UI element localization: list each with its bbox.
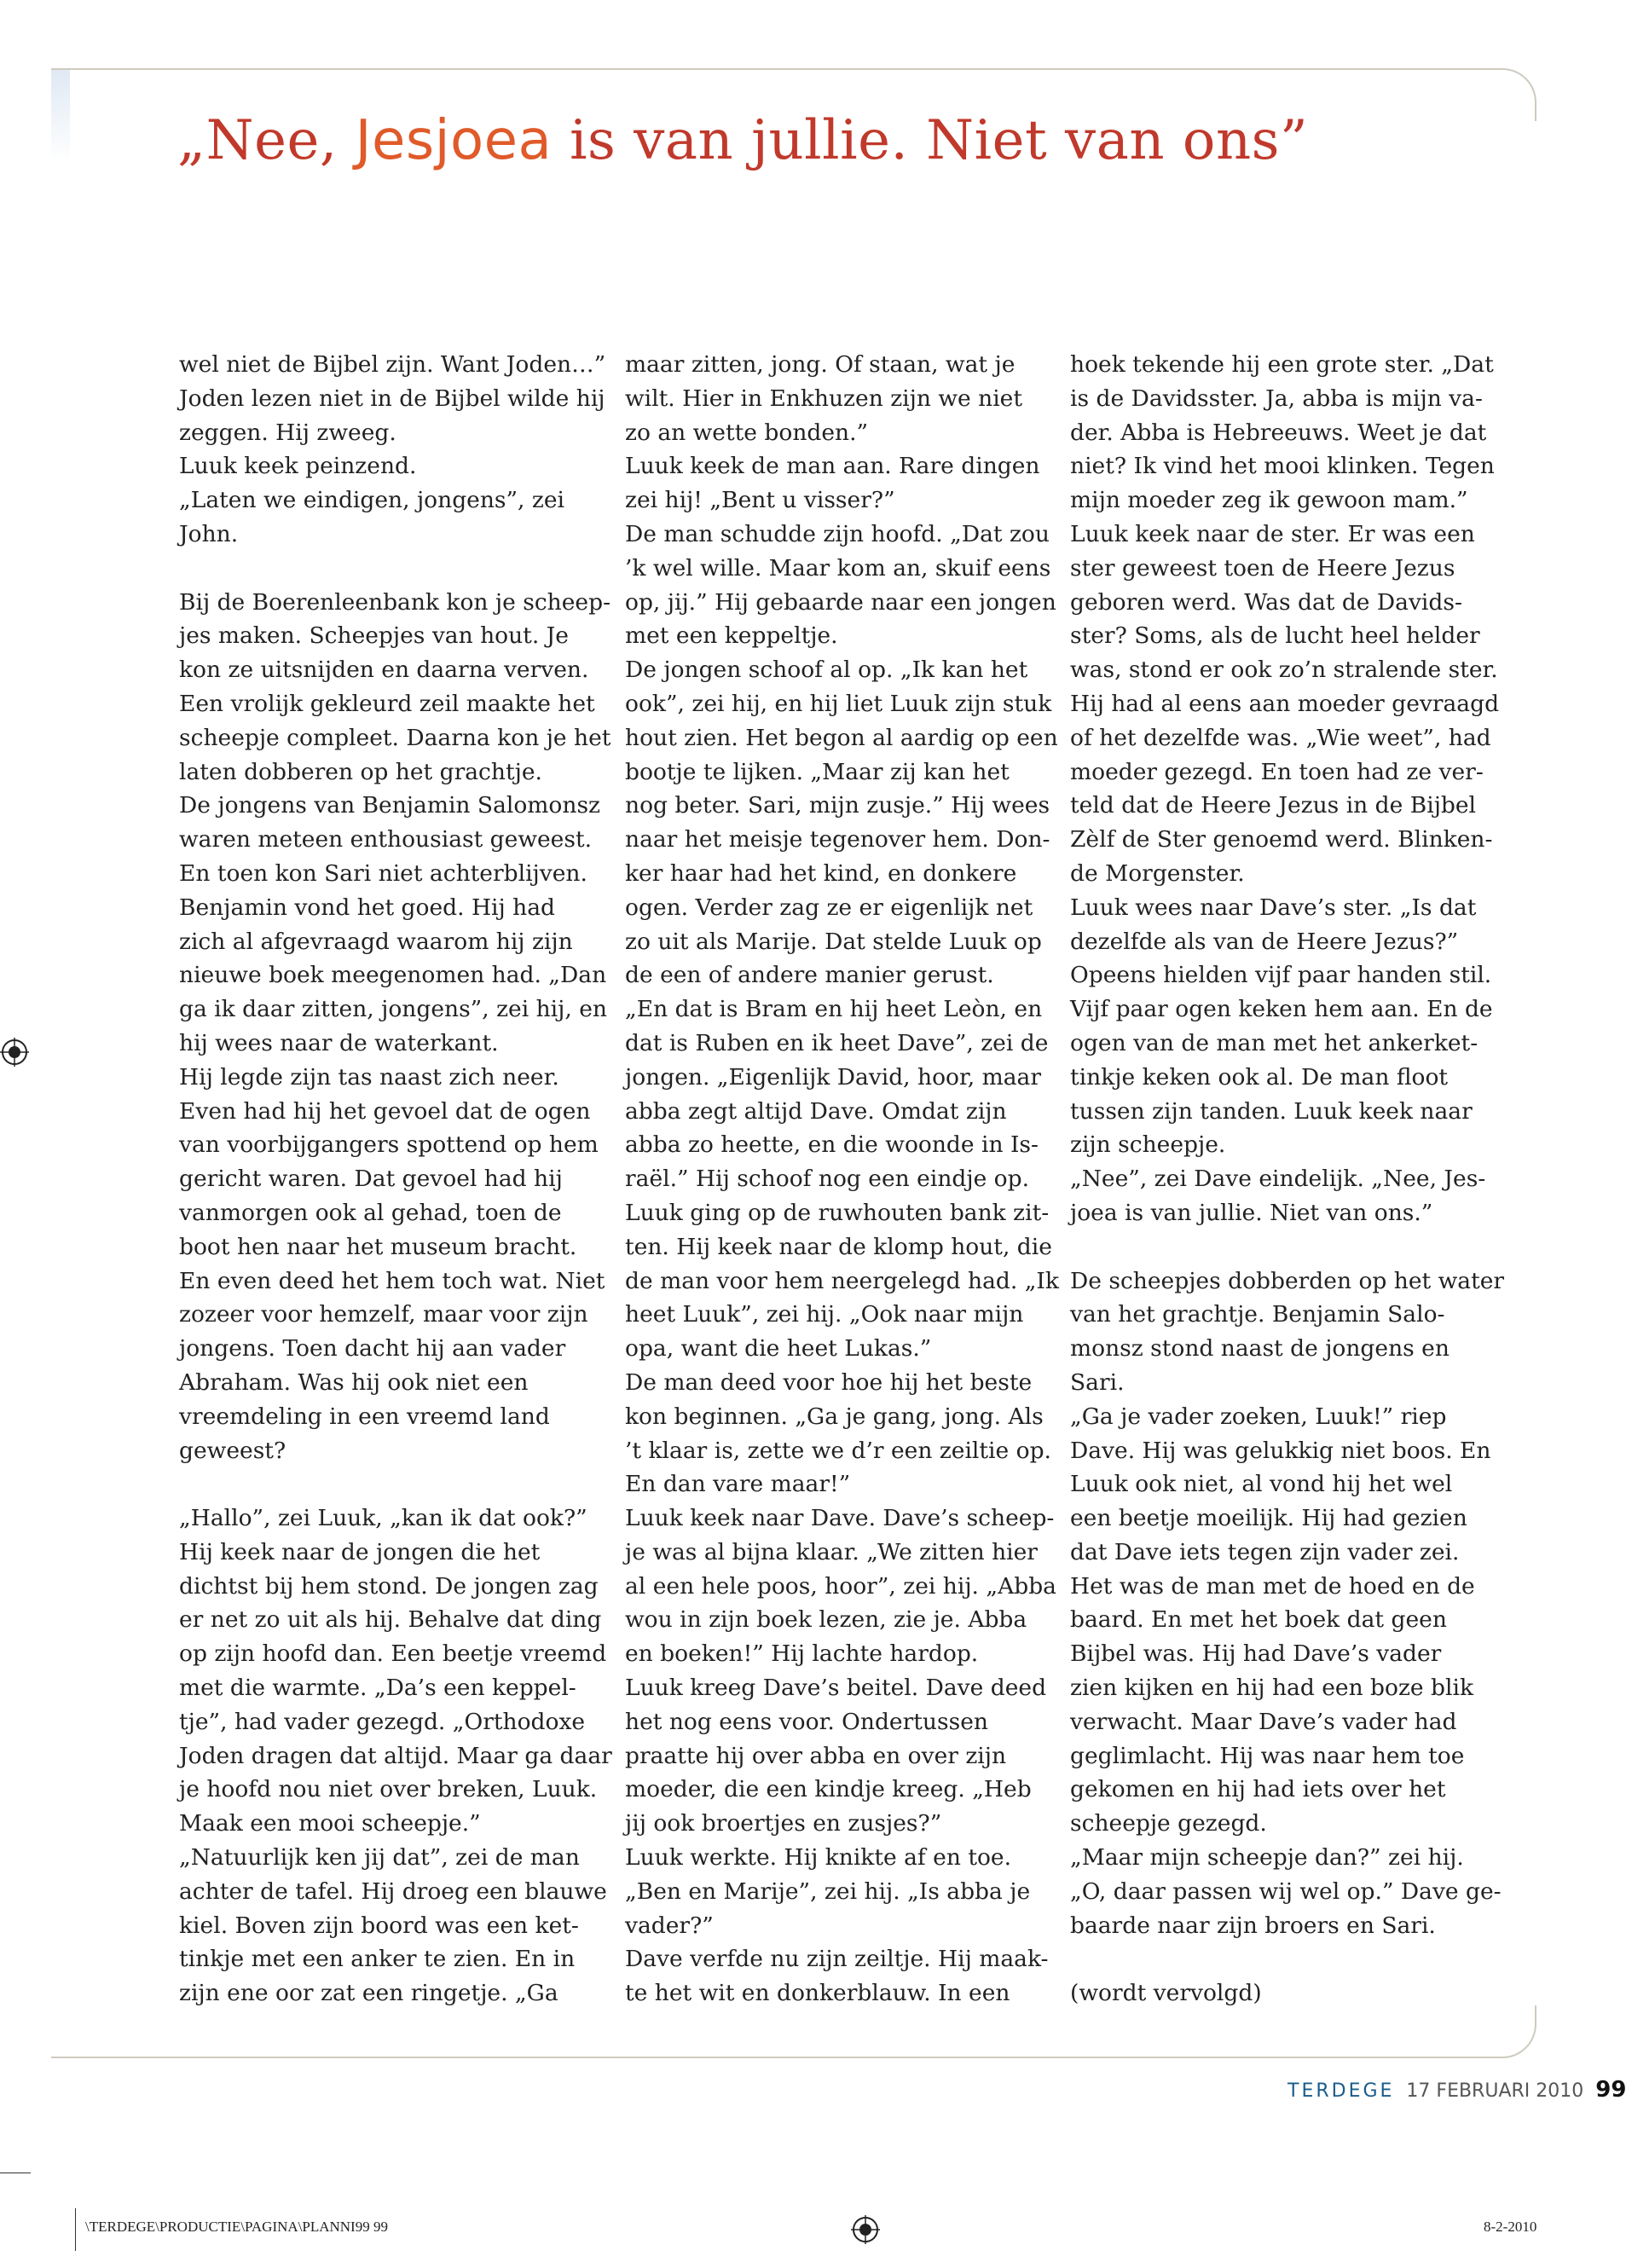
text-line: „Ga je vader zoeken, Luuk!” riep (1070, 1403, 1447, 1430)
text-line: opa, want die heet Lukas.” (625, 1335, 932, 1363)
text-line: „Hallo”, zei Luuk, „kan ik dat ook?” (179, 1505, 587, 1532)
text-line: een beetje moeilijk. Hij had gezien (1070, 1505, 1467, 1532)
text-line: jongen. „Eigenlijk David, hoor, maar (625, 1063, 1041, 1091)
text-line: tinkje met een anker te zien. En in (179, 1946, 576, 1973)
text-line: scheepje compleet. Daarna kon je het (179, 724, 611, 751)
text-line: waren meteen enthousiast geweest. (179, 826, 593, 853)
text-line: vader?” (625, 1912, 714, 1939)
text-line: op, jij.” Hij gebaarde naar een jongen (625, 588, 1056, 616)
text-line: naar het meisje tegenover hem. Don- (625, 826, 1050, 853)
text-line: dat is Ruben en ik heet Dave”, zei de (625, 1029, 1049, 1056)
text-line: baarde naar zijn broers en Sari. (1070, 1912, 1436, 1939)
text-line: zozeer voor hemzelf, maar voor zijn (179, 1301, 588, 1328)
text-column-3 (1070, 348, 1505, 2011)
text-line: De scheepjes dobberden op het water (1070, 1267, 1505, 1294)
text-line: Vijf paar ogen keken hem aan. En de (1070, 996, 1493, 1023)
text-line: Luuk werkte. Hij knikte af en toe. (625, 1844, 1012, 1872)
text-line: „Natuurlijk ken jij dat”, zei de man (179, 1844, 580, 1872)
text-line: met een keppeltje. (625, 622, 838, 650)
paragraph-gap (1070, 1230, 1505, 1264)
text-line: hij wees naar de waterkant. (179, 1029, 499, 1056)
text-column-2 (625, 348, 1060, 2011)
text-line: Dave verfde nu zijn zeiltje. Hij maak- (625, 1946, 1049, 1973)
title-after: is van jullie. Niet van ons” (552, 109, 1309, 172)
text-line: bootje te lijken. „Maar zij kan het (625, 758, 1010, 785)
text-line: van het grachtje. Benjamin Salo- (1070, 1301, 1445, 1328)
text-line: der. Abba is Hebreeuws. Weet je dat (1070, 419, 1487, 446)
text-line: laten dobberen op het grachtje. (179, 758, 542, 785)
text-line: Luuk ook niet, al vond hij het wel (1070, 1471, 1453, 1498)
paragraph-gap (179, 1467, 614, 1501)
text-line: ster geweest toen de Heere Jezus (1070, 554, 1455, 581)
text-line: Luuk keek peinzend. (179, 453, 417, 480)
text-line: Het was de man met de hoed en de (1070, 1572, 1475, 1600)
page-number: 99 (1595, 2077, 1626, 2103)
text-line: nog beter. Sari, mijn zusje.” Hij wees (625, 792, 1050, 819)
registration-mark-icon (0, 1038, 29, 1067)
text-line: vanmorgen ook al gehad, toen de (179, 1199, 562, 1226)
text-line: met die warmte. „Da’s een keppel- (179, 1675, 576, 1702)
text-line: de man voor hem neergelegd had. „Ik (625, 1267, 1059, 1294)
text-line: van voorbijgangers spottend op hem (179, 1131, 599, 1159)
text-line: jongens. Toen dacht hij aan vader (179, 1335, 566, 1363)
title-highlight: Jesjoea (355, 109, 553, 172)
text-line: je was al bijna klaar. „We zitten hier (625, 1538, 1038, 1565)
text-line: „Nee”, zei Dave eindelijk. „Nee, Jes- (1070, 1166, 1486, 1193)
text-line: ga ik daar zitten, jongens”, zei hij, en (179, 996, 607, 1023)
text-line: zijn scheepje. (1070, 1131, 1226, 1159)
text-line: teld dat de Heere Jezus in de Bijbel (1070, 792, 1477, 819)
text-line: is de Davidsster. Ja, abba is mijn va- (1070, 385, 1483, 412)
text-line: Joden dragen dat altijd. Maar ga daar (179, 1742, 612, 1769)
text-line: heet Luuk”, zei hij. „Ook naar mijn (625, 1301, 1024, 1328)
text-line: geweest? (179, 1437, 286, 1464)
text-line: ’k wel wille. Maar kom an, skuif eens (625, 554, 1051, 581)
text-line: de Morgenster. (1070, 859, 1245, 887)
text-line: er net zo uit als hij. Behalve dat ding (179, 1606, 602, 1634)
text-line: ’t klaar is, zette we d’r een zeiltie op. (625, 1437, 1051, 1464)
text-line: niet? Ik vind het mooi klinken. Tegen (1070, 453, 1495, 480)
text-line: dichtst bij hem stond. De jongen zag (179, 1572, 599, 1600)
text-line: kon beginnen. „Ga je gang, jong. Als (625, 1403, 1044, 1430)
text-line: raël.” Hij schoof nog een eindje op. (625, 1166, 1030, 1193)
text-line: Luuk keek naar Dave. Dave’s scheep- (625, 1505, 1055, 1532)
text-line: was, stond er ook zo’n stralende ster. (1070, 657, 1498, 684)
text-line: zeggen. Hij zweeg. (179, 419, 396, 446)
text-line: Bij de Boerenleenbank kon je scheep- (179, 588, 611, 616)
text-line: wou in zijn boek lezen, zie je. Abba (625, 1606, 1027, 1634)
text-line: nieuwe boek meegenomen had. „Dan (179, 962, 607, 989)
text-line: Zèlf de Ster genoemd werd. Blinken- (1070, 826, 1493, 853)
text-line: Sari. (1070, 1368, 1125, 1396)
text-line: tussen zijn tanden. Luuk keek naar (1070, 1097, 1473, 1125)
text-line: Maak een mooi scheepje.” (179, 1810, 481, 1837)
text-line: John. (179, 520, 239, 547)
text-line: Luuk kreeg Dave’s beitel. Dave deed (625, 1675, 1047, 1702)
text-line: wilt. Hier in Enkhuzen zijn we niet (625, 385, 1023, 412)
title-before: „Nee, (177, 109, 356, 172)
text-line: abba zo heette, en die woonde in Is- (625, 1131, 1039, 1159)
text-line: En dan vare maar!” (625, 1471, 851, 1498)
text-line: ogen van de man met het ankerket- (1070, 1029, 1478, 1056)
text-line: joea is van jullie. Niet van ons.” (1070, 1199, 1433, 1226)
text-line: Hij legde zijn tas naast zich neer. (179, 1063, 559, 1091)
text-line: dezelfde als van de Heere Jezus?” (1070, 928, 1459, 955)
print-slug-date: 8-2-2010 (1484, 2219, 1537, 2235)
text-line: tje”, had vader gezegd. „Orthodoxe (179, 1708, 586, 1735)
text-line: maar zitten, jong. Of staan, wat je (625, 351, 1016, 378)
text-line: boot hen naar het museum bracht. (179, 1233, 577, 1260)
text-line: moeder, die een kindje kreeg. „Heb (625, 1776, 1032, 1803)
text-column-1 (179, 348, 614, 2011)
text-line: zo uit als Marije. Dat stelde Luuk op (625, 928, 1042, 955)
text-line: zijn ene oor zat een ringetje. „Ga (179, 1980, 558, 2007)
page-frame-bottom (51, 2005, 1536, 2058)
text-line: abba zegt altijd Dave. Omdat zijn (625, 1097, 1007, 1125)
text-line: „O, daar passen wij wel op.” Dave ge- (1070, 1877, 1502, 1905)
text-line: Hij keek naar de jongen die het (179, 1538, 541, 1565)
text-line: en boeken!” Hij lachte hardop. (625, 1640, 979, 1668)
text-line: kiel. Boven zijn boord was een ket- (179, 1912, 579, 1939)
text-line: vreemdeling in een vreemd land (179, 1403, 550, 1430)
text-line: zei hij! „Bent u visser?” (625, 487, 895, 514)
text-line: „Laten we eindigen, jongens”, zei (179, 487, 565, 514)
article-title (177, 109, 1308, 172)
text-line: hout zien. Het begon al aardig op een (625, 724, 1058, 751)
text-line: verwacht. Maar Dave’s vader had (1070, 1708, 1457, 1735)
text-line: al een hele poos, hoor”, zei hij. „Abba (625, 1572, 1056, 1600)
text-line: gericht waren. Dat gevoel had hij (179, 1166, 563, 1193)
crop-mark (75, 2208, 76, 2251)
text-line: geboren werd. Was dat de Davids- (1070, 588, 1462, 616)
text-line: het nog eens voor. Ondertussen (625, 1708, 988, 1735)
text-line: Luuk ging op de ruwhouten bank zit- (625, 1199, 1050, 1226)
text-line: ker haar had het kind, en donkere (625, 859, 1017, 887)
registration-mark-icon (851, 2215, 880, 2244)
text-line: zich al afgevraagd waarom hij zijn (179, 928, 573, 955)
text-line: „Ben en Marije”, zei hij. „Is abba je (625, 1877, 1031, 1905)
text-line: tinkje keken ook al. De man floot (1070, 1063, 1449, 1091)
text-line: scheepje gezegd. (1070, 1810, 1267, 1837)
text-line: je hoofd nou niet over breken, Luuk. (179, 1776, 598, 1803)
text-line: zien kijken en hij had een boze blik (1070, 1675, 1474, 1702)
paragraph-gap (179, 552, 614, 586)
issue-date: 17 FEBRUARI 2010 (1406, 2080, 1584, 2102)
text-line: De man schudde zijn hoofd. „Dat zou (625, 520, 1050, 547)
text-line: Even had hij het gevoel dat de ogen (179, 1097, 591, 1125)
text-line: „En dat is Bram en hij heet Leòn, en (625, 996, 1043, 1023)
text-line: Luuk keek naar de ster. Er was een (1070, 520, 1475, 547)
text-line: Dave. Hij was gelukkig niet boos. En (1070, 1437, 1491, 1464)
text-line: Luuk wees naar Dave’s ster. „Is dat (1070, 894, 1477, 921)
text-line: Joden lezen niet in de Bijbel wilde hij (179, 385, 605, 412)
text-line: Hij had al eens aan moeder gevraagd (1070, 690, 1500, 717)
text-line: jes maken. Scheepjes van hout. Je (179, 622, 569, 650)
text-line: geglimlacht. Hij was naar hem toe (1070, 1742, 1465, 1769)
text-line: mijn moeder zeg ik gewoon mam.” (1070, 487, 1468, 514)
text-line: Opeens hielden vijf paar handen stil. (1070, 962, 1492, 989)
text-line: wel niet de Bijbel zijn. Want Joden…” (179, 351, 606, 378)
text-line: ogen. Verder zag ze er eigenlijk net (625, 894, 1033, 921)
text-line: ook”, zei hij, en hij liet Luuk zijn stuk (625, 690, 1052, 717)
text-line: kon ze uitsnijden en daarna verven. (179, 657, 589, 684)
text-line: Een vrolijk gekleurd zeil maakte het (179, 690, 595, 717)
text-line: Abraham. Was hij ook niet een (179, 1368, 529, 1396)
text-line: zo an wette bonden.” (625, 419, 869, 446)
text-line: En toen kon Sari niet achterblijven. (179, 859, 587, 887)
paragraph-gap (1070, 1942, 1505, 1976)
text-line: ster? Soms, als de lucht heel helder (1070, 622, 1480, 650)
text-line: gekomen en hij had iets over het (1070, 1776, 1446, 1803)
magazine-name: TERDEGE (1287, 2080, 1395, 2102)
text-line: En even deed het hem toch wat. Niet (179, 1267, 605, 1294)
text-line: De man deed voor hoe hij het beste (625, 1368, 1033, 1396)
text-line: Luuk keek de man aan. Rare dingen (625, 453, 1040, 480)
text-line: De jongen schoof al op. „Ik kan het (625, 657, 1028, 684)
text-line: baard. En met het boek dat geen (1070, 1606, 1447, 1634)
text-line: dat Dave iets tegen zijn vader zei. (1070, 1538, 1460, 1565)
text-line: achter de tafel. Hij droeg een blauwe (179, 1877, 607, 1905)
page-footer (1287, 2077, 1626, 2103)
text-line: praatte hij over abba en over zijn (625, 1742, 1007, 1769)
text-line: (wordt vervolgd) (1070, 1980, 1262, 2007)
text-line: of het dezelfde was. „Wie weet”, had (1070, 724, 1491, 751)
text-line: de een of andere manier gerust. (625, 962, 994, 989)
text-line: moeder gezegd. En toen had ze ver- (1070, 758, 1484, 785)
print-slug-path: \TERDEGE\PRODUCTIE\PAGINA\PLANNI99 99 (85, 2219, 388, 2235)
text-line: monsz stond naast de jongens en (1070, 1335, 1450, 1363)
text-line: Bijbel was. Hij had Dave’s vader (1070, 1640, 1442, 1668)
text-line: „Maar mijn scheepje dan?” zei hij. (1070, 1844, 1464, 1872)
text-line: De jongens van Benjamin Salomonsz (179, 792, 601, 819)
text-line: jij ook broertjes en zusjes?” (625, 1810, 942, 1837)
text-line: op zijn hoofd dan. Een beetje vreemd (179, 1640, 607, 1668)
text-line: Benjamin vond het goed. Hij had (179, 894, 556, 921)
text-line: te het wit en donkerblauw. In een (625, 1980, 1010, 2007)
text-line: hoek tekende hij een grote ster. „Dat (1070, 351, 1494, 378)
text-line: ten. Hij keek naar de klomp hout, die (625, 1233, 1052, 1260)
